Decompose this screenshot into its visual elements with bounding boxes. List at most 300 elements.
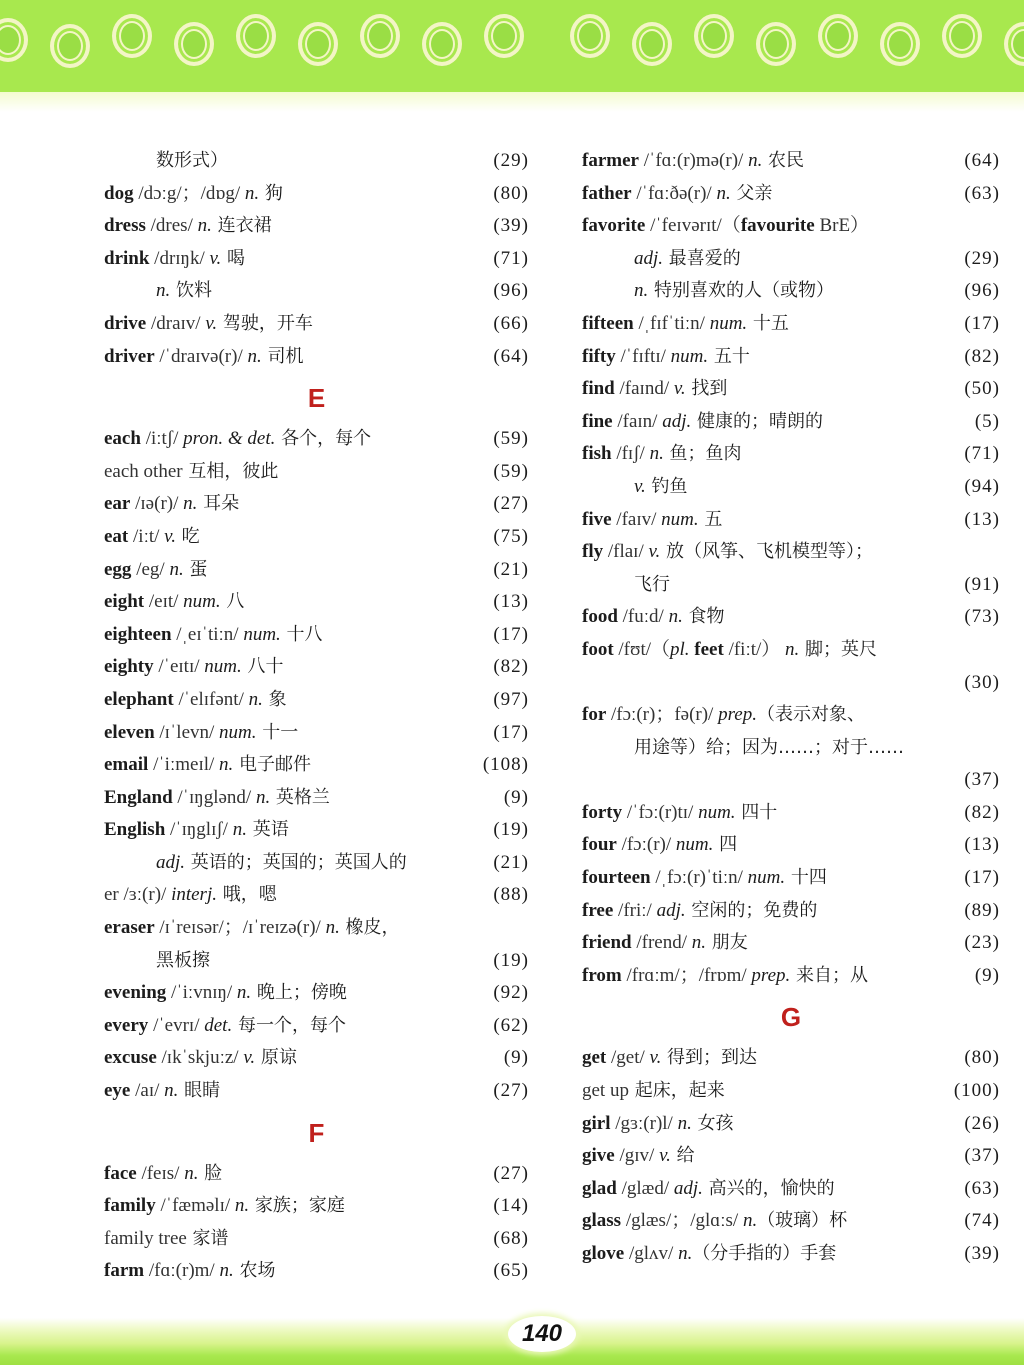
headword: eleven bbox=[104, 721, 155, 743]
entry-sense bbox=[104, 275, 529, 308]
phonetic: /iːtʃ/ bbox=[140, 428, 184, 450]
entry-fifty bbox=[582, 341, 1000, 374]
page-ref: (80) bbox=[964, 1047, 1000, 1069]
part-of-speech: v. bbox=[164, 525, 176, 547]
part-of-speech: num. bbox=[747, 867, 786, 889]
page-ref: (17) bbox=[493, 623, 529, 645]
headword: get bbox=[582, 1047, 607, 1069]
entry-give bbox=[582, 1140, 1000, 1173]
entry-glass bbox=[582, 1205, 1000, 1238]
definition: 五十 bbox=[708, 345, 750, 367]
part-of-speech: num. bbox=[183, 591, 221, 613]
phonetic: /fiːt/） bbox=[723, 638, 786, 660]
headword: England bbox=[104, 786, 173, 808]
definition: 四十 bbox=[735, 801, 778, 823]
ring-icon bbox=[0, 18, 28, 62]
entry-elephant bbox=[104, 684, 529, 717]
page-ref: (100) bbox=[953, 1080, 1000, 1102]
part-of-speech: adj. bbox=[634, 247, 664, 269]
phonetic: /iːt/ bbox=[128, 525, 165, 547]
entry-page-line bbox=[582, 667, 1000, 700]
headword: egg bbox=[104, 558, 132, 580]
phonetic: /glæd/ bbox=[616, 1177, 674, 1199]
page-ref: (91) bbox=[964, 573, 1000, 595]
phonetic: /friː/ bbox=[613, 899, 657, 921]
part-of-speech: interj. bbox=[171, 884, 217, 906]
page-ref: (59) bbox=[493, 428, 529, 450]
page-ref: (30) bbox=[964, 671, 1000, 693]
page-ref: (63) bbox=[964, 1177, 1000, 1199]
phonetic: /ˌfɔː(r)ˈtiːn/ bbox=[650, 867, 748, 889]
entry-fish bbox=[582, 438, 1000, 471]
entry-five bbox=[582, 504, 1000, 537]
entry-girl bbox=[582, 1108, 1000, 1141]
definition: （分手指的）手套 bbox=[692, 1243, 837, 1264]
headword: ear bbox=[104, 493, 131, 515]
entry-sense bbox=[104, 847, 529, 880]
definition: 电子邮件 bbox=[233, 754, 312, 776]
phonetic: /ˈiːmeɪl/ bbox=[148, 754, 220, 776]
definition: 英语的；英国的；英国人的 bbox=[185, 851, 407, 873]
part-of-speech: n. bbox=[219, 754, 234, 776]
phonetic: /ˈfæməlɪ/ bbox=[155, 1195, 235, 1217]
headword: fly bbox=[582, 541, 604, 563]
phonetic: /faɪnd/ bbox=[614, 378, 674, 400]
definition: 十四 bbox=[785, 867, 827, 889]
headword: fish bbox=[582, 443, 612, 465]
part-of-speech: n. bbox=[236, 982, 252, 1004]
phonetic: /faɪn/ bbox=[612, 410, 663, 432]
definition: 起床，起来 bbox=[628, 1080, 725, 1102]
page-ref: (39) bbox=[964, 1243, 1000, 1264]
entry-driver bbox=[104, 341, 529, 374]
definition: 橡皮， bbox=[339, 917, 400, 939]
ring-icon bbox=[112, 14, 152, 58]
part-of-speech: adj. bbox=[656, 899, 686, 921]
page-ref: (64) bbox=[964, 150, 1000, 171]
definition: 象 bbox=[262, 688, 287, 710]
headword: foot bbox=[582, 638, 614, 660]
entry-evening bbox=[104, 977, 529, 1010]
part-of-speech: n. bbox=[325, 917, 340, 939]
page-ref: (94) bbox=[964, 475, 1000, 497]
page-ref: (13) bbox=[964, 834, 1000, 856]
page-ref: (68) bbox=[493, 1227, 529, 1249]
phrase: family tree bbox=[104, 1227, 187, 1249]
headword: food bbox=[582, 606, 618, 628]
phonetic: /ˈfeɪvərɪt/（ bbox=[645, 215, 741, 237]
page-ref: (82) bbox=[493, 656, 529, 678]
page-ref: (62) bbox=[493, 1014, 529, 1036]
part-of-speech: n. bbox=[691, 932, 707, 954]
page-ref: (19) bbox=[493, 819, 529, 841]
entry-sense bbox=[582, 275, 1000, 308]
headword: eighty bbox=[104, 656, 154, 678]
definition: 放（风筝、飞机模型等）； bbox=[660, 541, 874, 563]
part-of-speech: n. bbox=[232, 819, 247, 841]
part-of-speech: n. bbox=[248, 688, 263, 710]
page-ref: (26) bbox=[964, 1112, 1000, 1134]
definition: 父亲 bbox=[730, 182, 773, 204]
entry-farmer bbox=[582, 145, 1000, 178]
definition: 食物 bbox=[682, 606, 725, 628]
definition: 健康的；晴朗的 bbox=[691, 410, 823, 432]
headword: each bbox=[104, 428, 141, 450]
part-of-speech: n. bbox=[677, 1112, 692, 1134]
part-of-speech: n. bbox=[678, 1243, 693, 1264]
entry-er bbox=[104, 879, 529, 912]
headword: free bbox=[582, 899, 614, 921]
headword: elephant bbox=[104, 688, 174, 710]
definition: 十一 bbox=[256, 721, 299, 743]
page-ref: (71) bbox=[964, 443, 1000, 465]
headword: four bbox=[582, 834, 617, 856]
part-of-speech: n. bbox=[184, 1162, 199, 1184]
headword: give bbox=[582, 1145, 615, 1167]
phonetic: /eɪt/ bbox=[144, 591, 184, 613]
part-of-speech: v. bbox=[659, 1145, 671, 1167]
entry-farm bbox=[104, 1255, 529, 1288]
part-of-speech: num. bbox=[204, 656, 242, 678]
headword: dog bbox=[104, 182, 134, 204]
definition: （表示对象、 bbox=[756, 704, 865, 726]
definition: 八 bbox=[220, 591, 245, 613]
ring-icon bbox=[236, 14, 276, 58]
entry-dog bbox=[104, 178, 529, 211]
page-ref: (9) bbox=[503, 1047, 529, 1069]
page-ref: (71) bbox=[493, 247, 529, 269]
definition: 饮料 bbox=[170, 280, 212, 302]
page-ref: (27) bbox=[493, 493, 529, 515]
entry-get bbox=[582, 1042, 1000, 1075]
entry-foot bbox=[582, 634, 1000, 667]
page-ref: (29) bbox=[964, 247, 1000, 269]
entry-face bbox=[104, 1158, 529, 1191]
entry-each-other bbox=[104, 456, 529, 489]
headword: drink bbox=[104, 247, 150, 269]
ring-icon bbox=[756, 22, 796, 66]
phonetic: /ˈiːvnɪŋ/ bbox=[166, 982, 237, 1004]
headword: eat bbox=[104, 525, 129, 547]
entry-fly bbox=[582, 536, 1000, 569]
phonetic: /eg/ bbox=[131, 558, 170, 580]
ring-icon bbox=[298, 22, 338, 66]
page-number-badge bbox=[508, 1316, 576, 1352]
definition: 脸 bbox=[198, 1162, 223, 1184]
ring-pattern bbox=[0, 12, 1024, 62]
page-ref: (63) bbox=[964, 182, 1000, 204]
glossary-column-right bbox=[582, 145, 1000, 1271]
phonetic: /ˈfɪftɪ/ bbox=[615, 345, 671, 367]
part-of-speech: num. bbox=[661, 508, 699, 530]
part-of-speech: num. bbox=[670, 345, 709, 367]
part-of-speech: n. bbox=[785, 638, 800, 660]
part-of-speech: num. bbox=[698, 801, 736, 823]
part-of-speech: num. bbox=[675, 834, 714, 856]
definition: 朋友 bbox=[706, 932, 748, 954]
headword: email bbox=[104, 754, 149, 776]
definition: 找到 bbox=[685, 378, 728, 400]
entry-get-up bbox=[582, 1075, 1000, 1108]
page-ref: (21) bbox=[493, 851, 529, 873]
headword: five bbox=[582, 508, 612, 530]
definition: 每一个，每个 bbox=[232, 1014, 346, 1036]
part-of-speech: num. bbox=[709, 312, 748, 334]
part-of-speech: det. bbox=[204, 1014, 233, 1036]
headword: eighteen bbox=[104, 623, 172, 645]
headword: favorite bbox=[582, 215, 646, 237]
definition: 喝 bbox=[221, 247, 245, 269]
section-letter-f: F bbox=[308, 1117, 325, 1148]
phonetic: /ˈfɑː(r)mə(r)/ bbox=[638, 150, 749, 171]
entry-fifteen bbox=[582, 308, 1000, 341]
definition: 来自；从 bbox=[790, 964, 868, 986]
phonetic: /glæs/；/glɑːs/ bbox=[621, 1210, 743, 1232]
definition: 八十 bbox=[241, 656, 284, 678]
part-of-speech: n. bbox=[748, 150, 763, 171]
entry-every bbox=[104, 1010, 529, 1043]
entry-eleven bbox=[104, 717, 529, 750]
headword: evening bbox=[104, 982, 167, 1004]
page-ref: (9) bbox=[503, 786, 529, 808]
phonetic: /frɑːm/；/frɒm/ bbox=[621, 964, 752, 986]
headword: glove bbox=[582, 1243, 625, 1264]
entry-eye bbox=[104, 1075, 529, 1108]
phonetic: /ˈelɪfənt/ bbox=[173, 688, 249, 710]
entry-eat bbox=[104, 521, 529, 554]
entry-food bbox=[582, 601, 1000, 634]
page-ref: (50) bbox=[964, 378, 1000, 400]
entry-drink bbox=[104, 243, 529, 276]
definition: 给 bbox=[670, 1145, 695, 1167]
definition: 五 bbox=[698, 508, 723, 530]
headword: father bbox=[582, 182, 632, 204]
entry-find bbox=[582, 373, 1000, 406]
page-ref: (89) bbox=[964, 899, 1000, 921]
headword: friend bbox=[582, 932, 632, 954]
entry-sense bbox=[582, 243, 1000, 276]
entry-glad bbox=[582, 1173, 1000, 1206]
part-of-speech: n. bbox=[649, 443, 664, 465]
page-ref: (13) bbox=[493, 591, 529, 613]
phonetic: /ˈevrɪ/ bbox=[148, 1014, 205, 1036]
page-ref: (21) bbox=[493, 558, 529, 580]
entry-england bbox=[104, 782, 529, 815]
part-of-speech: v. bbox=[205, 312, 218, 334]
phonetic: /fɑː(r)m/ bbox=[144, 1260, 220, 1282]
phonetic: /gɜː(r)l/ bbox=[610, 1112, 678, 1134]
phonetic: /fuːd/ bbox=[617, 606, 669, 628]
glossary-column-left bbox=[104, 145, 529, 1288]
phonetic: /dres/ bbox=[145, 215, 198, 237]
definition: 脚；英尺 bbox=[799, 638, 878, 660]
phonetic: /ˈdraɪvə(r)/ bbox=[154, 345, 248, 367]
definition: 英格兰 bbox=[270, 786, 330, 808]
definition: 互相，彼此 bbox=[182, 460, 279, 482]
section-letter-g: G bbox=[780, 1002, 802, 1033]
phonetic: /ɪkˈskjuːz/ bbox=[156, 1047, 244, 1069]
headword: drive bbox=[104, 312, 147, 334]
part-of-speech: n. bbox=[668, 606, 683, 628]
part-of-speech: n. bbox=[234, 1195, 250, 1217]
phonetic: /ɪˈreɪsər/；/ɪˈreɪzə(r)/ bbox=[154, 917, 326, 939]
definition: 司机 bbox=[261, 345, 304, 367]
definition: 耳朵 bbox=[197, 493, 240, 515]
phonetic: /draɪv/ bbox=[146, 312, 206, 334]
headword: farm bbox=[104, 1260, 145, 1282]
headword: glass bbox=[582, 1210, 622, 1232]
headword: for bbox=[582, 704, 607, 726]
headword: every bbox=[104, 1014, 149, 1036]
phonetic: /aɪ/ bbox=[130, 1080, 165, 1102]
entry-family bbox=[104, 1190, 529, 1223]
entry-dress bbox=[104, 210, 529, 243]
definition: 晚上；傍晚 bbox=[251, 982, 347, 1004]
definition: 用途等）给；因为……；对于…… bbox=[634, 736, 904, 758]
headword: er bbox=[104, 884, 119, 906]
headword: fifty bbox=[582, 345, 616, 367]
definition: 黑板擦 bbox=[156, 949, 210, 971]
ring-icon bbox=[50, 24, 90, 68]
phonetic: /flaɪ/ bbox=[603, 541, 649, 563]
entry-eighteen bbox=[104, 619, 529, 652]
entry-four bbox=[582, 829, 1000, 862]
ring-icon bbox=[880, 22, 920, 66]
entry-continuation: 数形式） (29) bbox=[104, 145, 529, 178]
entry-page-line bbox=[582, 764, 1000, 797]
entry-fine bbox=[582, 406, 1000, 439]
phonetic: /glʌv/ bbox=[624, 1243, 679, 1264]
part-of-speech: n. bbox=[247, 345, 262, 367]
page-ref: (37) bbox=[964, 1145, 1000, 1167]
part-of-speech: n. bbox=[197, 215, 212, 237]
page-ref: (13) bbox=[964, 508, 1000, 530]
page-ref: (108) bbox=[482, 754, 529, 776]
section-letter-e: E bbox=[307, 383, 326, 414]
phonetic: /fɔː(r)；fə(r)/ bbox=[606, 704, 719, 726]
definition: 眼睛 bbox=[178, 1080, 221, 1102]
phonetic: /feɪs/ bbox=[136, 1162, 185, 1184]
definition: 连衣裙 bbox=[211, 215, 272, 237]
page-ref: (17) bbox=[964, 312, 1000, 334]
entry-sense bbox=[582, 471, 1000, 504]
variant-label: BrE） bbox=[814, 215, 870, 237]
entry-continuation bbox=[582, 732, 1000, 765]
part-of-speech: num. bbox=[219, 721, 257, 743]
headword: driver bbox=[104, 345, 155, 367]
definition: 鱼；鱼肉 bbox=[663, 443, 742, 465]
entry-favorite bbox=[582, 210, 1000, 243]
entry-father bbox=[582, 178, 1000, 211]
definition: 空闲的；免费的 bbox=[685, 899, 818, 921]
part-of-speech: n. bbox=[634, 280, 649, 302]
page-ref: (92) bbox=[493, 982, 529, 1004]
page-ref: (80) bbox=[493, 182, 529, 204]
part-of-speech: v. bbox=[243, 1047, 256, 1069]
entry-fourteen bbox=[582, 862, 1000, 895]
page-ref: (39) bbox=[493, 215, 529, 237]
part-of-speech: n. bbox=[716, 182, 731, 204]
phonetic: /fɔː(r)/ bbox=[616, 834, 676, 856]
part-of-speech: num. bbox=[243, 623, 281, 645]
part-of-speech: n. bbox=[156, 280, 171, 302]
entry-eight bbox=[104, 586, 529, 619]
plural-form: feet bbox=[689, 638, 724, 660]
ring-icon bbox=[818, 14, 858, 58]
entry-for bbox=[582, 699, 1000, 732]
phonetic: /faɪv/ bbox=[611, 508, 662, 530]
part-of-speech: n. bbox=[255, 786, 271, 808]
page-ref: (17) bbox=[964, 867, 1000, 889]
ring-icon bbox=[694, 14, 734, 58]
header-band bbox=[0, 0, 1024, 92]
definition: 农民 bbox=[762, 150, 805, 171]
definition: 家族；家庭 bbox=[249, 1195, 345, 1217]
entry-continuation bbox=[104, 945, 529, 978]
phonetic: /frend/ bbox=[631, 932, 692, 954]
phonetic: /drɪŋk/ bbox=[149, 247, 210, 269]
part-of-speech: pron. & det. bbox=[183, 428, 276, 450]
headword: fifteen bbox=[582, 312, 634, 334]
phonetic: /ɪˈlevn/ bbox=[154, 721, 220, 743]
phonetic: /fɪʃ/ bbox=[611, 443, 650, 465]
phonetic: /get/ bbox=[606, 1047, 650, 1069]
phonetic: /ˌeɪˈtiːn/ bbox=[171, 623, 244, 645]
definition: 特别喜欢的人（或物） bbox=[648, 280, 834, 302]
headword-variant: favourite bbox=[740, 215, 815, 237]
ring-icon bbox=[174, 22, 214, 66]
ring-icon bbox=[632, 22, 672, 66]
headword: eye bbox=[104, 1080, 131, 1102]
page-ref: (17) bbox=[493, 721, 529, 743]
entry-glove bbox=[582, 1238, 1000, 1271]
header-fade bbox=[0, 92, 1024, 112]
part-of-speech: n. bbox=[183, 493, 198, 515]
definition: 原谅 bbox=[255, 1047, 297, 1069]
phonetic: /ˈfɑːðə(r)/ bbox=[631, 182, 717, 204]
part-of-speech: n. bbox=[742, 1210, 758, 1232]
part-of-speech: adj. bbox=[156, 851, 186, 873]
entry-continuation bbox=[582, 569, 1000, 602]
entry-egg bbox=[104, 554, 529, 587]
headword: glad bbox=[582, 1177, 617, 1199]
entry-family-tree bbox=[104, 1223, 529, 1256]
definition: （玻璃）杯 bbox=[757, 1210, 848, 1232]
entry-eighty bbox=[104, 651, 529, 684]
definition: 哦，嗯 bbox=[216, 884, 277, 906]
definition: 农场 bbox=[233, 1260, 276, 1282]
part-of-speech: adj. bbox=[662, 410, 692, 432]
phonetic: /ˈɪŋglənd/ bbox=[172, 786, 256, 808]
plural-label: pl. bbox=[670, 638, 690, 660]
headword: girl bbox=[582, 1112, 611, 1134]
entry-forty bbox=[582, 797, 1000, 830]
ring-icon bbox=[360, 14, 400, 58]
headword: farmer bbox=[582, 150, 639, 171]
phonetic: /dɔːg/；/dɒg/ bbox=[133, 182, 245, 204]
headword: excuse bbox=[104, 1047, 157, 1069]
entry-each bbox=[104, 423, 529, 456]
entry-eraser bbox=[104, 912, 529, 945]
definition: 家谱 bbox=[186, 1227, 229, 1249]
definition: 驾驶，开车 bbox=[217, 312, 313, 334]
headword: fine bbox=[582, 410, 613, 432]
definition: 狗 bbox=[259, 182, 283, 204]
part-of-speech: n. bbox=[219, 1260, 234, 1282]
part-of-speech: n. bbox=[164, 1080, 179, 1102]
page-ref: (88) bbox=[493, 884, 529, 906]
ring-icon bbox=[484, 14, 524, 58]
